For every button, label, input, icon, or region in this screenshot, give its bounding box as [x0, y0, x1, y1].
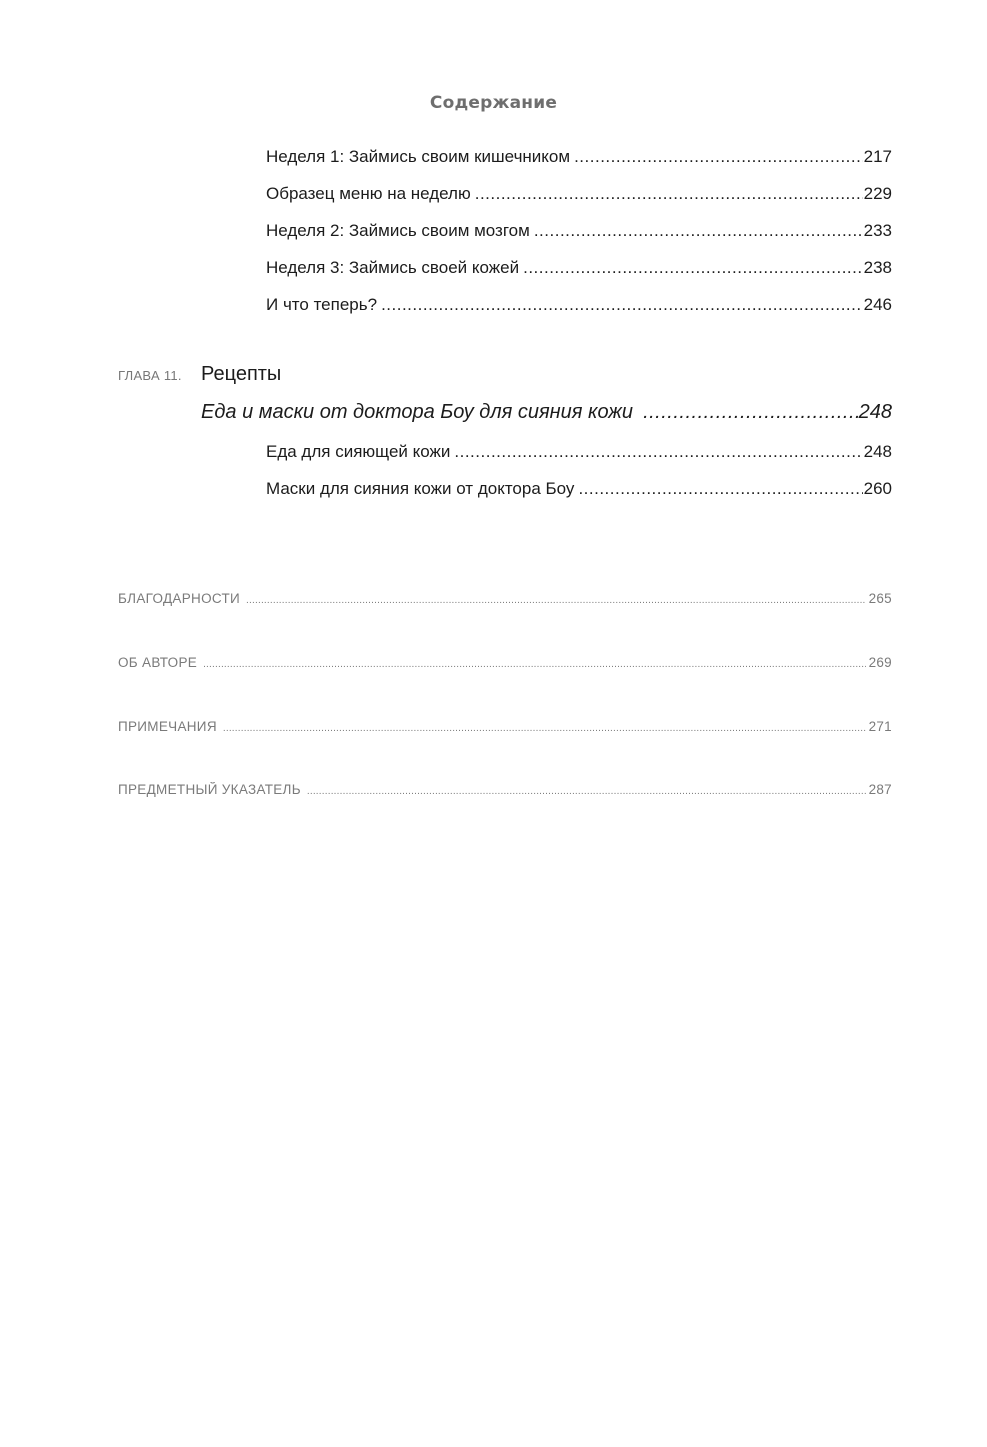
- dot-leader: [523, 258, 863, 278]
- toc-section-title: Еда и маски от доктора Боу для сияния кожи: [201, 401, 634, 423]
- toc-entry-title: Неделя 1: Займись своим кишечником: [266, 147, 571, 166]
- toc-entry-page: 260: [863, 479, 892, 498]
- dot-leader: [643, 401, 858, 424]
- chapter-number: ГЛАВА 11.: [118, 368, 182, 383]
- toc-section[interactable]: [201, 401, 892, 424]
- back-matter-entry[interactable]: [118, 655, 892, 670]
- toc-entry-page: 246: [863, 295, 892, 314]
- dot-leader: [534, 221, 863, 241]
- back-matter-title: БЛАГОДАРНОСТИ: [118, 591, 241, 606]
- toc-entry[interactable]: [266, 258, 892, 278]
- dot-leader: [246, 595, 866, 606]
- toc-section-page: 248: [858, 401, 892, 423]
- running-head: Содержание: [429, 93, 558, 113]
- dot-leader: [223, 723, 866, 734]
- toc-entry-page: 233: [863, 221, 892, 240]
- back-matter-entry[interactable]: [118, 719, 892, 734]
- back-matter-page: 265: [868, 591, 892, 606]
- toc-entry[interactable]: [266, 295, 892, 315]
- back-matter-entry[interactable]: [118, 591, 892, 606]
- dot-leader: [307, 786, 866, 797]
- toc-entry[interactable]: [266, 184, 892, 204]
- chapter-title: Рецепты: [201, 363, 282, 385]
- dot-leader: [578, 479, 862, 499]
- dot-leader: [475, 184, 863, 204]
- toc-entry-title: Неделя 2: Займись своим мозгом: [266, 221, 530, 240]
- toc-entry-title: Неделя 3: Займись своей кожей: [266, 258, 520, 277]
- toc-entry[interactable]: [266, 442, 892, 462]
- back-matter-title: ПРЕДМЕТНЫЙ УКАЗАТЕЛЬ: [118, 782, 301, 797]
- dot-leader: [454, 442, 862, 462]
- back-matter-page: 271: [868, 719, 892, 734]
- toc-entry[interactable]: [266, 479, 892, 499]
- toc-entry-title: Маски для сияния кожи от доктора Боу: [266, 479, 575, 498]
- toc-entry-title: Образец меню на неделю: [266, 184, 471, 203]
- toc-entry-page: 238: [863, 258, 892, 277]
- dot-leader: [381, 295, 863, 315]
- toc-entry[interactable]: [266, 147, 892, 167]
- back-matter-page: 269: [868, 655, 892, 670]
- toc-entry-page: 217: [863, 147, 892, 166]
- dot-leader: [574, 147, 863, 167]
- toc-entry[interactable]: [266, 221, 892, 241]
- back-matter-page: 287: [868, 782, 892, 797]
- back-matter-title: ОБ АВТОРЕ: [118, 655, 198, 670]
- toc-entry-page: 229: [863, 184, 892, 203]
- back-matter-entry[interactable]: [118, 782, 892, 797]
- toc-entry-title: Еда для сияющей кожи: [266, 442, 451, 461]
- chapter-heading[interactable]: [118, 363, 281, 386]
- back-matter-title: ПРИМЕЧАНИЯ: [118, 719, 217, 734]
- toc-entry-page: 248: [863, 442, 892, 461]
- dot-leader: [203, 659, 865, 670]
- toc-entry-title: И что теперь?: [266, 295, 378, 314]
